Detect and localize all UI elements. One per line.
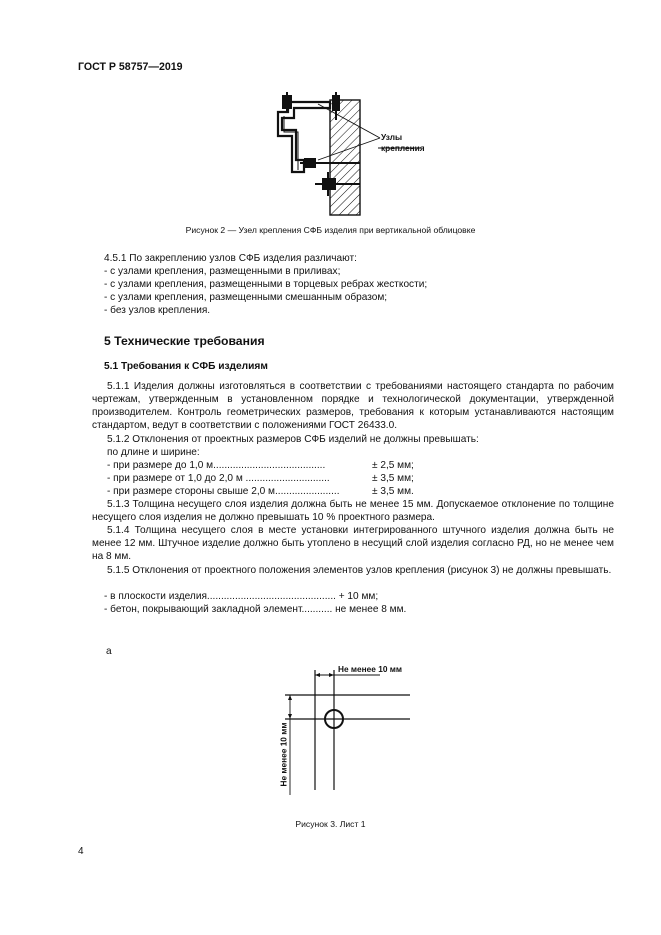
list-item: - в плоскости изделия.............................................. + 10 мм; — [104, 591, 379, 602]
document-header: ГОСТ Р 58757—2019 — [78, 61, 183, 73]
paragraph-5-1-4: 5.1.4 Толщина несущего слоя в месте установки интегрированного штучного изделия должна быть не менее 12 мм. Штучное изделие должно быть утоплено в несущий слой изделия согласно РД, но не менее чем на 8 мм. — [92, 525, 614, 562]
wall-section — [330, 100, 360, 215]
paragraph-5-1-1: 5.1.1 Изделия должны изготовляться в соответствии с требованиями настоящего стандарта по рабочим чертежам, утвержденным в установленном порядке и технологической документации, утвержденной производителем. Контроль геометрических размеров, требования к которым устанавливаются настоящим стандартом, ведут в соответствии с положениями ГОСТ 26433.0. — [92, 381, 614, 431]
list-item: - бетон, покрывающий закладной элемент........... не менее 8 мм. — [104, 604, 407, 615]
s451-intro: 4.5.1 По закреплению узлов СФБ изделия различают: — [104, 253, 357, 264]
figure-3-dim-horizontal: Не менее 10 мм — [338, 664, 403, 674]
list-5-1-5 — [104, 590, 524, 616]
tolerance-list — [107, 459, 527, 498]
figure-2-drawing — [260, 90, 430, 220]
paragraph-5-1-5: 5.1.5 Отклонения от проектного положения элементов узлов крепления (рисунок 3) не должны превышать. — [107, 565, 612, 576]
list-item: - с узлами крепления, размещенными в торцевых ребрах жесткости; — [104, 279, 428, 290]
paragraph-5-1-2: 5.1.2 Отклонения от проектных размеров СФБ изделий не должны превышать: по длине и ширине: — [107, 434, 479, 458]
section-5-title: 5 Технические требования — [104, 334, 265, 348]
figure-2-label-nodes: Узлы крепления — [381, 132, 425, 153]
list-item: - без узлов крепления. — [104, 305, 211, 316]
tolerance-row: - при размере до 1,0 м........................................ ± 2,5 мм; — [107, 460, 414, 471]
paragraph-5-1-3: 5.1.3 Толщина несущего слоя изделия должна быть не менее 15 мм. Допускаемое отклонение по толщине несущего слоя изделия не должно превышать 10 % проектного размера. — [92, 499, 614, 523]
figure-3-dim-vertical: Не менее 10 мм — [278, 722, 289, 787]
figure-3-caption: Рисунок 3. Лист 1 — [295, 819, 366, 829]
section-4-5-1 — [104, 252, 614, 317]
list-item: - с узлами крепления, размещенными смешанным образом; — [104, 292, 388, 303]
tolerance-row: - при размере стороны свыше 2,0 м....................... ± 3,5 мм. — [107, 486, 414, 497]
section-5-1-title: 5.1 Требования к СФБ изделиям — [104, 361, 268, 372]
list-item: - с узлами крепления, размещенными в приливах; — [104, 266, 341, 277]
page-number: 4 — [78, 846, 84, 857]
figure-3-sublabel: а — [106, 646, 112, 657]
figure-2-caption: Рисунок 2 — Узел крепления СФБ изделия при вертикальной облицовке — [185, 225, 476, 235]
tolerance-row: - при размере от 1,0 до 2,0 м .............................. ± 3,5 мм; — [107, 473, 414, 484]
figure-3-drawing — [270, 655, 420, 800]
